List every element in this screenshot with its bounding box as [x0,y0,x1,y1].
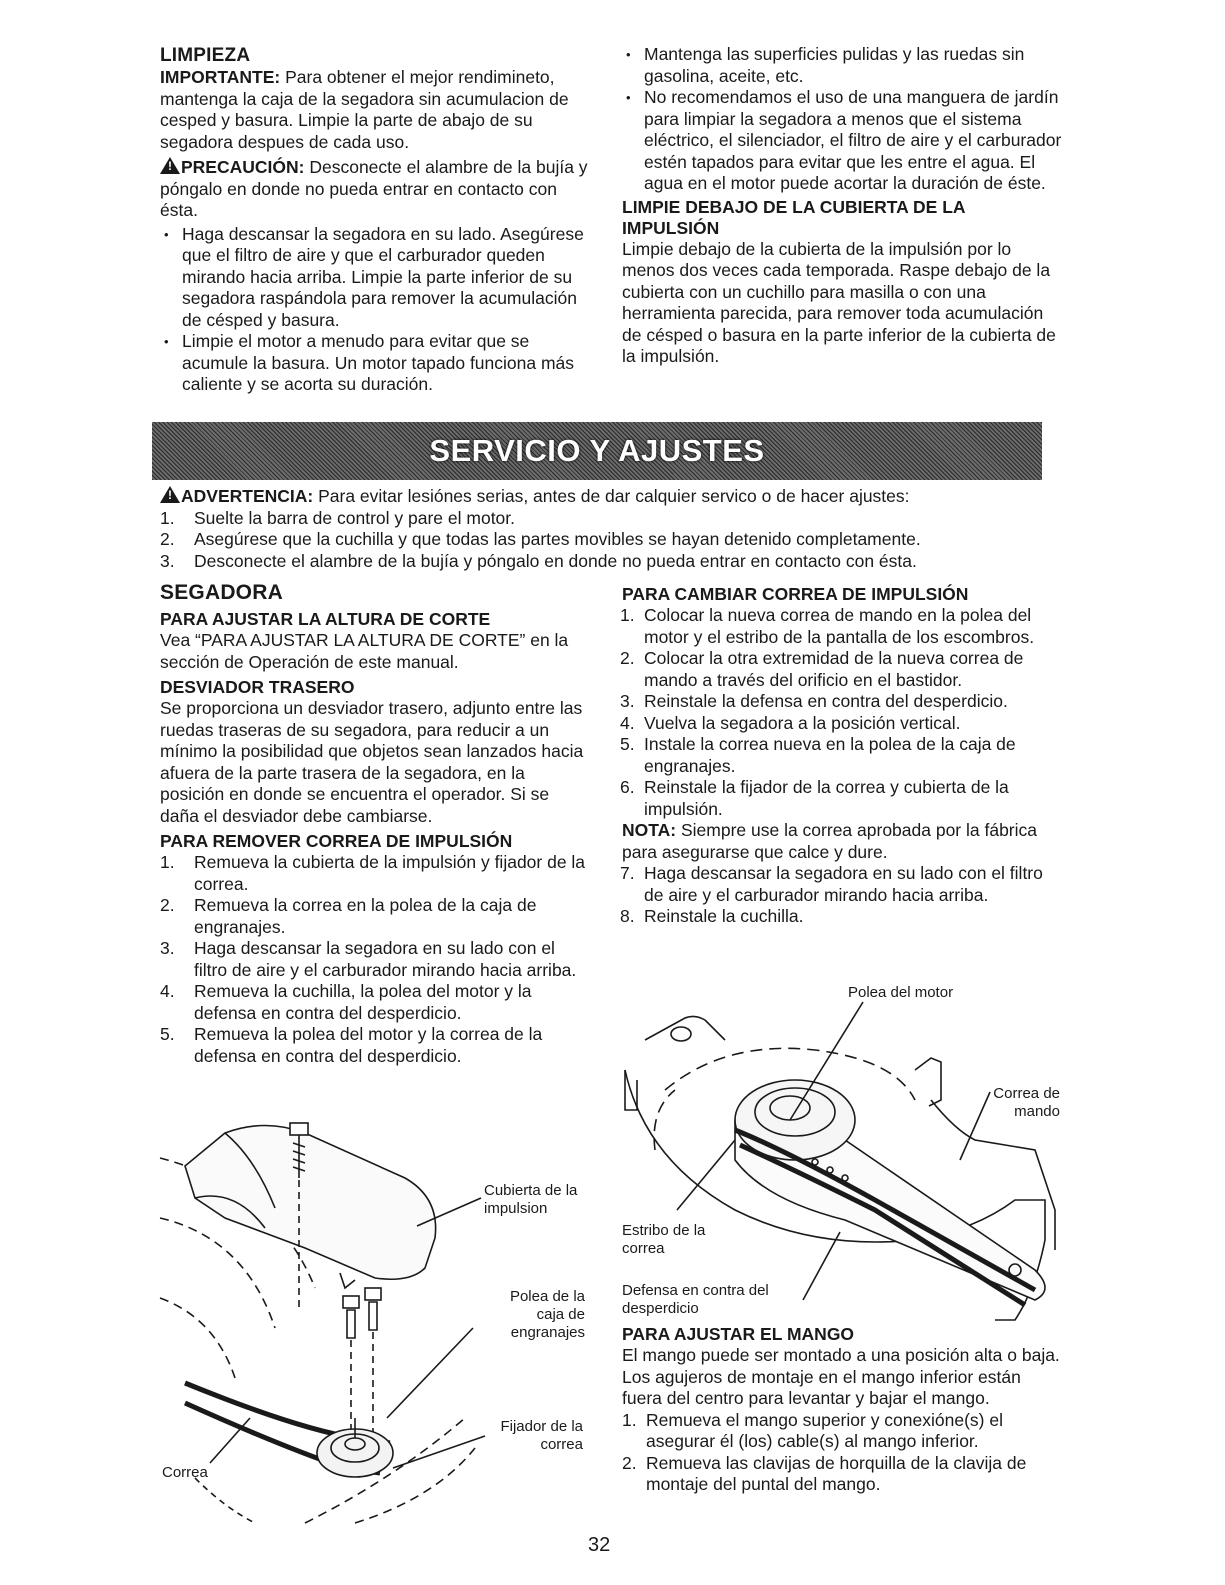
label-cubierta: Cubierta de la impulsion [484,1182,578,1217]
step-text: Reinstale la fijador de la correa y cubierta de la impulsión. [644,777,1009,819]
list-item [160,938,592,981]
list-item [620,691,1062,713]
warning-icon [160,157,180,174]
mango-text: El mango puede ser montado a una posición alta o baja. Los agujeros de montaje en el mango inferior están fuera del centro para levantar y bajar el mango. [622,1345,1060,1408]
deck-title: LIMPIE DEBAJO DE LA CUBIERTA DE LA IMPULSIÓN [622,196,965,238]
step-number: 4. [160,981,175,1001]
list-item [160,981,592,1024]
precaucion-label: PRECAUCIÓN: [181,157,305,177]
step-number: 1. [160,507,175,528]
list-item [620,734,1062,777]
importante-text: Para obtener el mejor rendimineto, mantenga la caja de la segadora sin acumulacion de cesped y basura. Limpie la parte de abajo de su segadora despues de cada uso. [160,67,569,152]
list-item [620,648,1062,691]
step-text: Remueva la polea del motor y la correa de la defensa en contra del desperdicio. [194,1024,543,1066]
list-item [622,1410,1062,1453]
step-text: Remueva la cubierta de la impulsión y fijador de la correa. [194,852,586,894]
desviador-title: DESVIADOR TRASERO [160,677,355,697]
altura-text: Vea “PARA AJUSTAR LA ALTURA DE CORTE” en la sección de Operación de este manual. [160,630,569,672]
step-text: Asegúrese que la cuchilla y que todas las partes movibles se hayan detenido completamente. [194,529,921,549]
deck-text: Limpie debajo de la cubierta de la impulsión por lo menos dos veces cada temporada. Raspe debajo de la cubierta con un cuchillo para masilla o con una herramienta parecida, para remover toda acumulación de césped o basura en la parte inferior de la cubierta de la impulsión. [622,238,1056,366]
step-text: Reinstale la defensa en contra del desperdicio. [644,691,1008,711]
cambiar-steps-a [620,605,1062,820]
advertencia-steps [160,508,1060,573]
importante-paragraph [160,67,592,153]
list-item [622,1453,1062,1496]
step-number: 2. [160,529,175,549]
limpieza-bullets-right [622,44,1062,195]
list-item [620,906,1062,928]
step-number: 1. [160,852,175,872]
label-fijador: Fijador de la correa [500,1418,583,1453]
limpieza-bullets-left [160,224,592,396]
remover-steps [160,852,592,1067]
list-item [620,605,1062,648]
step-text: Colocar la nueva correa de mando en la polea del motor y el estribo de la pantalla de los escombros. [644,605,1035,647]
label-defensa: Defensa en contra del desperdicio [622,1282,769,1317]
step-number: 3. [620,691,635,711]
warning-icon [160,486,180,503]
list-item [620,777,1062,820]
advertencia-label: ADVERTENCIA: [181,486,314,506]
step-number: 5. [620,734,635,754]
altura-title: PARA AJUSTAR LA ALTURA DE CORTE [160,609,491,629]
step-text: Haga descansar la segadora en su lado con el filtro de aire y el carburador mirando hacia arriba. [194,938,577,980]
precaucion-paragraph [160,157,592,222]
cambiar-title: PARA CAMBIAR CORREA DE IMPULSIÓN [622,584,969,604]
step-number: 1. [620,605,635,625]
limpieza-title: LIMPIEZA [160,45,251,66]
step-text: Remueva la correa en la polea de la caja de engranajes. [194,895,537,937]
step-text: Instale la correa nueva en la polea de la caja de engranajes. [644,734,1016,776]
step-text: Desconecte el alambre de la bujía y póngalo en donde no pueda entrar en contacto con ésta. [194,550,917,571]
advertencia-paragraph [160,486,1060,508]
list-item [160,895,592,938]
nota-text: Siempre use la correa aprobada por la fábrica para asegurarse que calce y dure. [622,820,1038,862]
step-number: 3. [160,938,175,958]
cambiar-section [622,584,1062,928]
step-text: Remueva la cuchilla, la polea del motor y la defensa en contra del desperdicio. [194,981,532,1023]
step-number: 8. [620,906,635,926]
list-item [620,863,1062,906]
label-polea-motor: Polea del motor [848,984,954,1001]
step-number: 2. [622,1452,637,1473]
servicio-banner [152,422,1042,480]
step-number: 6. [620,777,635,797]
label-estribo: Estribo de la correa [622,1222,706,1257]
list-item: • Limpie el motor a menudo para evitar que se acumule la basura. Un motor tapado funciona más caliente y se acorta su duración. [160,331,592,396]
mango-title: PARA AJUSTAR EL MANGO [622,1324,855,1344]
step-number: 5. [160,1024,175,1044]
mango-section [622,1324,1062,1496]
banner-title: SERVICIO Y AJUSTES [429,433,765,469]
list-item [160,508,1060,530]
label-correa: Correa [162,1464,208,1481]
step-text: Remueva el mango superior y conexióne(s) el asegurar él (los) cable(s) al mango inferior. [646,1409,1003,1451]
step-number: 1. [622,1409,637,1430]
remover-title: PARA REMOVER CORREA DE IMPULSIÓN [160,831,513,851]
list-item [620,713,1062,735]
list-item [160,852,592,895]
step-text: Remueva las clavijas de horquilla de la clavija de montaje del puntal del mango. [646,1452,1027,1494]
importante-label: IMPORTANTE: [160,67,281,87]
list-item [160,1024,592,1067]
list-item: • Haga descansar la segadora en su lado. Asegúrese que el filtro de aire y que el carburador queden mirando hacia arriba. Limpie la parte inferior de su segadora raspándola para remover la acumulación de césped y basura. [160,224,592,332]
segadora-section [160,580,592,1067]
step-number: 4. [620,712,635,733]
list-item [160,529,1060,551]
step-number: 7. [620,863,635,883]
list-item: • No recomendamos el uso de una manguera de jardín para limpiar la segadora a menos que el sistema eléctrico, el silenciador, el filtro de aire y el carburador estén tapados para evitar que les entre el agua. El agua en el motor puede acortar la duración de éste. [622,87,1062,195]
advertencia-section [160,486,1060,572]
mango-steps [622,1410,1062,1496]
segadora-title: SEGADORA [160,581,283,604]
desviador-text: Se proporciona un desviador trasero, adjunto entre las ruedas traseras de su segadora, para reducir a un mínimo la posibilidad que objetos sean lanzados hacia afuera de la parte trasera de la segadora, en la posición en donde se encuentra el operador. Si se daña el desviador debe cambiarse. [160,698,584,826]
step-text: Suelte la barra de control y pare el motor. [194,507,516,528]
page-number: 32 [588,1534,611,1556]
label-polea-caja: Polea de la caja de engranajes [509,1288,585,1341]
nota-label: NOTA: [622,820,677,840]
cambiar-steps-b [620,863,1062,928]
step-text: Vuelva la segadora a la posición vertical. [644,712,961,733]
list-item: • Mantenga las superficies pulidas y las ruedas sin gasolina, aceite, etc. [622,44,1062,87]
label-correa-mando: Correa de mando [993,1085,1060,1120]
step-text: Colocar la otra extremidad de la nueva correa de mando a través del orificio en el bastidor. [644,648,1024,690]
nota-paragraph [622,820,1062,863]
step-text: Haga descansar la segadora en su lado con el filtro de aire y el carburador mirando hacia arriba. [644,863,1043,905]
step-text: Reinstale la cuchilla. [644,906,804,926]
step-number: 2. [620,648,635,668]
precaucion-text: Desconecte el alambre de la bujía y póngalo en donde no pueda entrar en contacto con ésta. [160,157,588,220]
limpieza-section [160,44,592,396]
step-number: 3. [160,550,175,571]
step-number: 2. [160,895,175,915]
advertencia-text: Para evitar lesiónes serias, antes de dar calquier servico o de hacer ajustes: [313,486,910,506]
limpieza-section-right [622,44,1062,368]
list-item [160,551,1060,573]
